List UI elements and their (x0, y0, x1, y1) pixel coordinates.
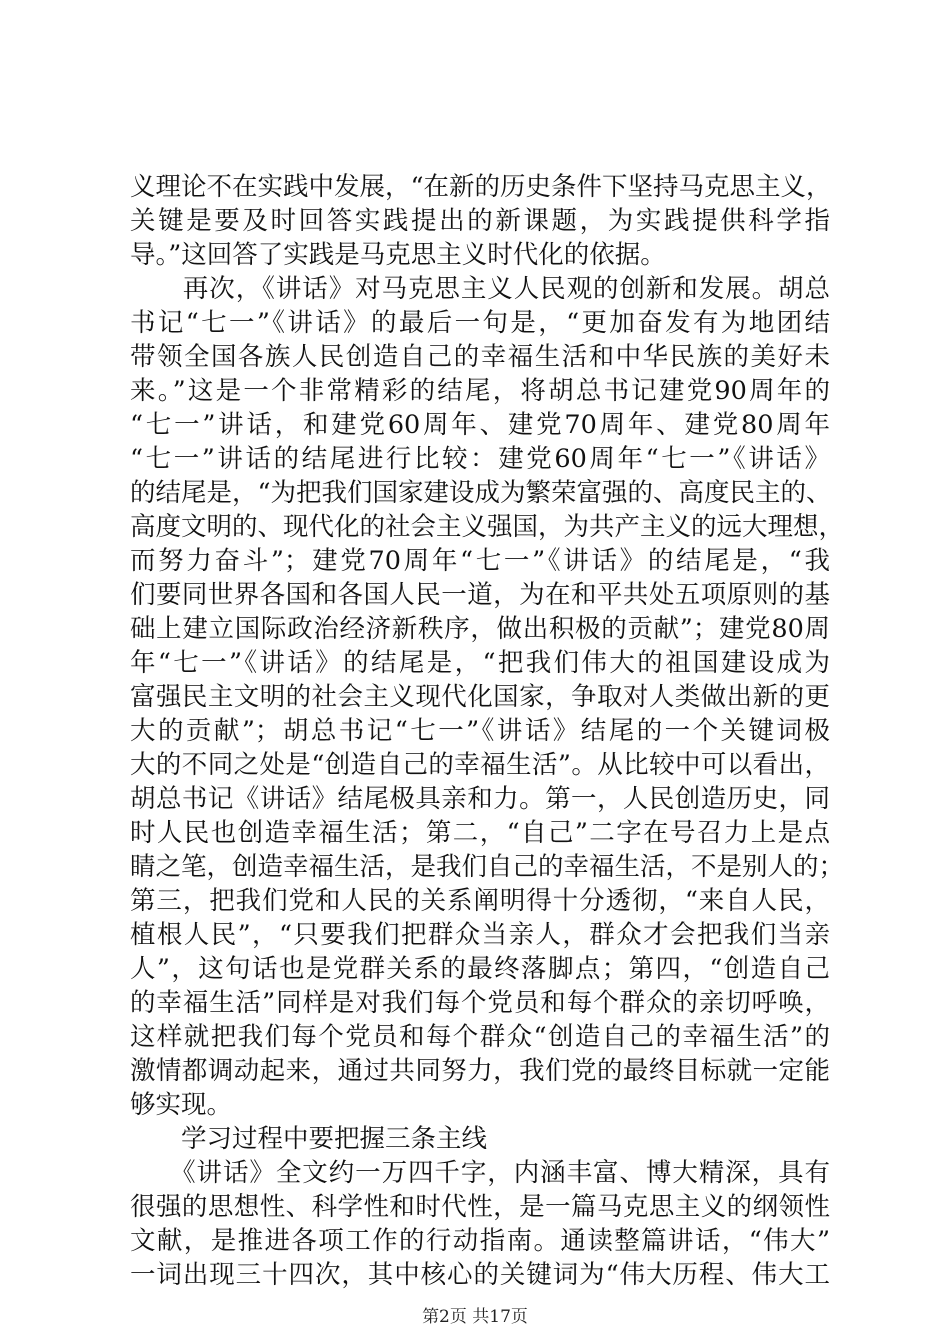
text-line: 睛之笔，创造幸福生活，是我们自己的幸福生活，不是别人的； (130, 852, 845, 882)
text-line: 这样就把我们每个党员和每个群众“创造自己的幸福生活”的 (130, 1022, 830, 1052)
text-line: 高度文明的、现代化的社会主义强国，为共产主义的远大理想， (130, 512, 845, 542)
text-line: 人”，这句话也是党群关系的最终落脚点；第四，“创造自己 (130, 954, 830, 984)
text-line: 的结尾是，“为把我们国家建设成为繁荣富强的、高度民主的、 (130, 478, 832, 508)
text-line: 时人民也创造幸福生活；第二，“自己”二字在号召力上是点 (130, 818, 830, 848)
text-line: 《讲话》全文约一万四千字，内涵丰富、博大精深，具有 (130, 1158, 830, 1188)
text-line: 来。”这是一个非常精彩的结尾，将胡总书记建党90周年的 (130, 376, 830, 406)
text-line: 年“七一”《讲话》的结尾是，“把我们伟大的祖国建设成为 (130, 648, 830, 678)
text-line: 关键是要及时回答实践提出的新课题，为实践提供科学指 (130, 206, 830, 236)
text-line: 很强的思想性、科学性和时代性，是一篇马克思主义的纲领性 (130, 1192, 830, 1222)
text-line: 大的贡献”；胡总书记“七一”《讲话》结尾的一个关键词极 (130, 716, 830, 746)
text-line: 带领全国各族人民创造自己的幸福生活和中华民族的美好未 (130, 342, 830, 372)
text-line: 一词出现三十四次，其中核心的关键词为“伟大历程、伟大工 (130, 1260, 830, 1290)
text-line: 植根人民”，“只要我们把群众当亲人，群众才会把我们当亲 (130, 920, 830, 950)
text-line: 义理论不在实践中发展，“在新的历史条件下坚持马克思主义， (130, 172, 832, 202)
text-line: 激情都调动起来，通过共同努力，我们党的最终目标就一定能 (130, 1056, 830, 1086)
text-line: 够实现。 (130, 1090, 233, 1120)
section-heading: 学习过程中要把握三条主线 (130, 1124, 488, 1154)
text-line: “七一”讲话，和建党60周年、建党70周年、建党80周年 (130, 410, 830, 440)
text-line: 础上建立国际政治经济新秩序，做出积极的贡献”；建党80周 (130, 614, 830, 644)
text-line: 文献，是推进各项工作的行动指南。通读整篇讲话，“伟大” (130, 1226, 830, 1256)
text-line: 大的不同之处是“创造自己的幸福生活”。从比较中可以看出， (130, 750, 830, 780)
text-line: 书记“七一”《讲话》的最后一句是，“更加奋发有为地团结 (130, 308, 830, 338)
page-number-footer: 第2页 共17页 (422, 1307, 528, 1327)
text-line: 而努力奋斗”；建党70周年“七一”《讲话》的结尾是，“我 (130, 546, 830, 576)
text-line: 们要同世界各国和各国人民一道，为在和平共处五项原则的基 (130, 580, 830, 610)
text-line: “七一”讲话的结尾进行比较：建党60周年“七一”《讲话》 (130, 444, 830, 474)
text-line: 再次，《讲话》对马克思主义人民观的创新和发展。胡总 (130, 274, 830, 304)
text-line: 导。”这回答了实践是马克思主义时代化的依据。 (130, 240, 666, 270)
text-line: 胡总书记《讲话》结尾极具亲和力。第一，人民创造历史，同 (130, 784, 830, 814)
text-line: 第三，把我们党和人民的关系阐明得十分透彻，“来自人民， (130, 886, 830, 916)
text-line: 富强民主文明的社会主义现代化国家，争取对人类做出新的更 (130, 682, 830, 712)
text-line: 的幸福生活”同样是对我们每个党员和每个群众的亲切呼唤， (130, 988, 830, 1018)
